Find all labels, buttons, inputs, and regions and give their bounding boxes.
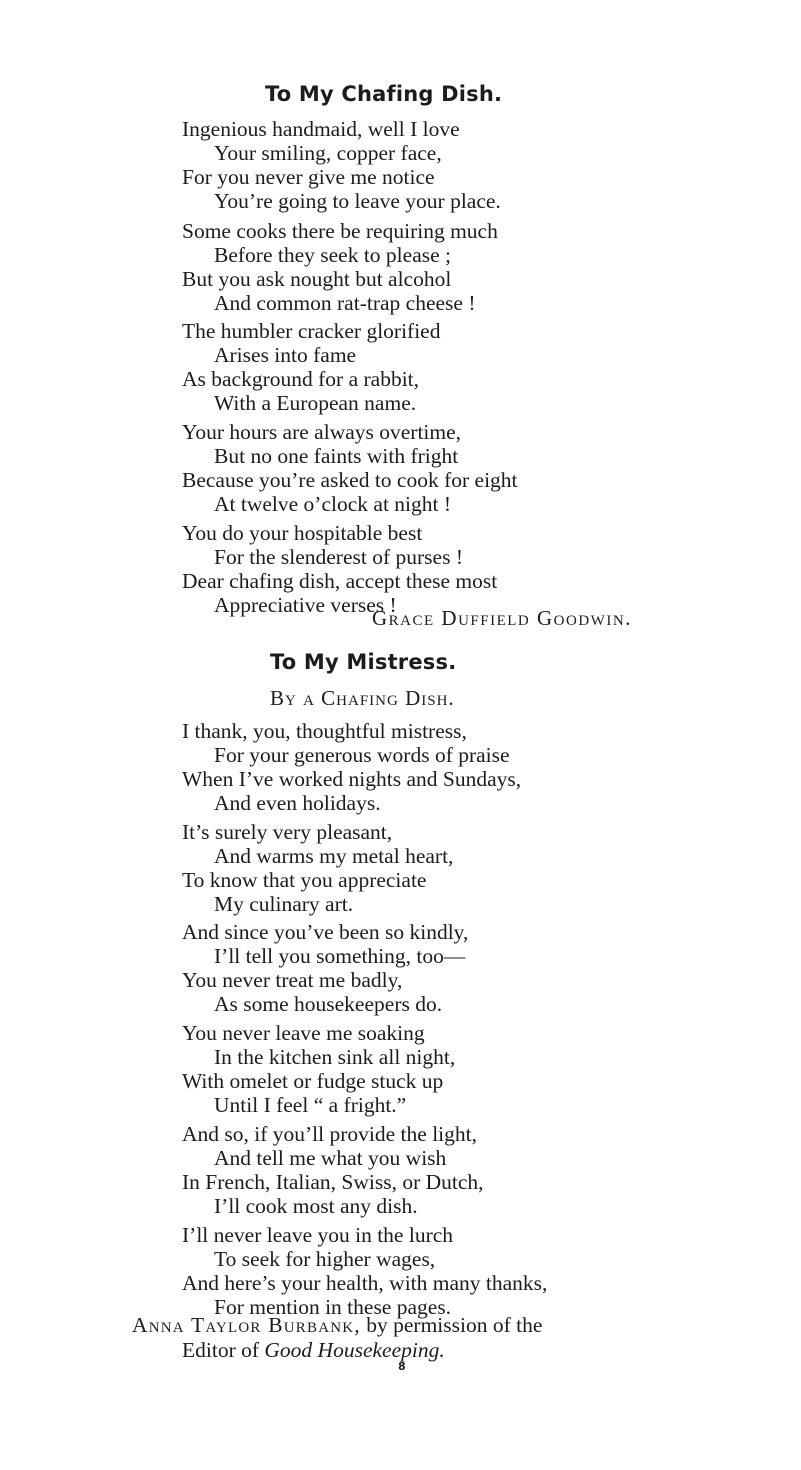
poem-byline: By a Chafing Dish. [270,686,455,710]
poem-line: To know that you appreciate [182,868,427,892]
poem-line: My culinary art. [214,892,354,916]
poem-line: And tell me what you wish [214,1146,447,1170]
poem-line: When I’ve worked nights and Sundays, [182,767,522,791]
poem-line: It’s surely very pleasant, [182,820,393,844]
poem-line: Ingenious handmaid, well I love [182,117,460,141]
poem-line: With a European name. [214,391,417,415]
poem-line: Your smiling, copper face, [214,141,442,165]
poem-line: For mention in these pages. [214,1295,452,1319]
poem-line: And so, if you’ll provide the light, [182,1122,477,1146]
poem-line: Before they seek to please ; [214,243,452,267]
poem-line: You never leave me soaking [182,1021,425,1045]
poem-line: And since you’ve been so kindly, [182,920,469,944]
poem-line: For the slenderest of purses ! [214,545,463,569]
poem-line: Arises into fame [214,343,357,367]
poem-line: With omelet or fudge stuck up [182,1069,444,1093]
poem-line: For you never give me notice [182,165,435,189]
poem-line: Dear chafing dish, accept these most [182,569,498,593]
poem-line: As background for a rabbit, [182,367,420,391]
poem-line: Your hours are always overtime, [182,420,462,444]
page-number: 8 [398,1360,406,1373]
poem-line: Some cooks there be requiring much [182,219,498,243]
credit-author: Anna Taylor Burbank, [132,1313,361,1337]
poem-line: At twelve o’clock at night ! [214,492,452,516]
poem-line: In French, Italian, Swiss, or Dutch, [182,1170,484,1194]
poem-line: I’ll never leave you in the lurch [182,1223,454,1247]
poem-line: You’re going to leave your place. [214,189,501,213]
poem-line: And common rat-trap cheese ! [214,291,476,315]
poem-line: I thank, you, thoughtful mistress, [182,719,467,743]
poem-line: You never treat me badly, [182,968,403,992]
poem-line: As some housekeepers do. [214,992,443,1016]
credit-editor-prefix: Editor of [182,1338,265,1362]
poem-line: And here’s your health, with many thanks, [182,1271,548,1295]
poem-line: You do your hospitable best [182,521,423,545]
credit-text: by permission of the [360,1313,543,1337]
poem-line: I’ll cook most any dish. [214,1194,418,1218]
poem-line: And warms my metal heart, [214,844,454,868]
poem-line: But no one faints with fright [214,444,459,468]
poem-line: For your generous words of praise [214,743,510,767]
poem-line: Until I feel “ a fright.” [214,1093,407,1117]
credit-line [132,1313,687,1337]
poem-title-mistress: To My Mistress. [270,650,457,674]
poem-line: I’ll tell you something, too— [214,944,466,968]
poem-title-chafing-dish: To My Chafing Dish. [265,82,503,106]
poem-line: To seek for higher wages, [214,1247,436,1271]
poem-line: In the kitchen sink all night, [214,1045,456,1069]
poem-line: Because you’re asked to cook for eight [182,468,518,492]
poem-line: Appreciative verses ! [214,593,397,617]
poem-line: But you ask nought but alcohol [182,267,452,291]
poem-line: The humbler cracker glorified [182,319,441,343]
poem-author: Grace Duffield Goodwin. [372,606,632,630]
poem-line: And even holidays. [214,791,381,815]
credit-publication: Good Housekeeping. [264,1338,445,1362]
